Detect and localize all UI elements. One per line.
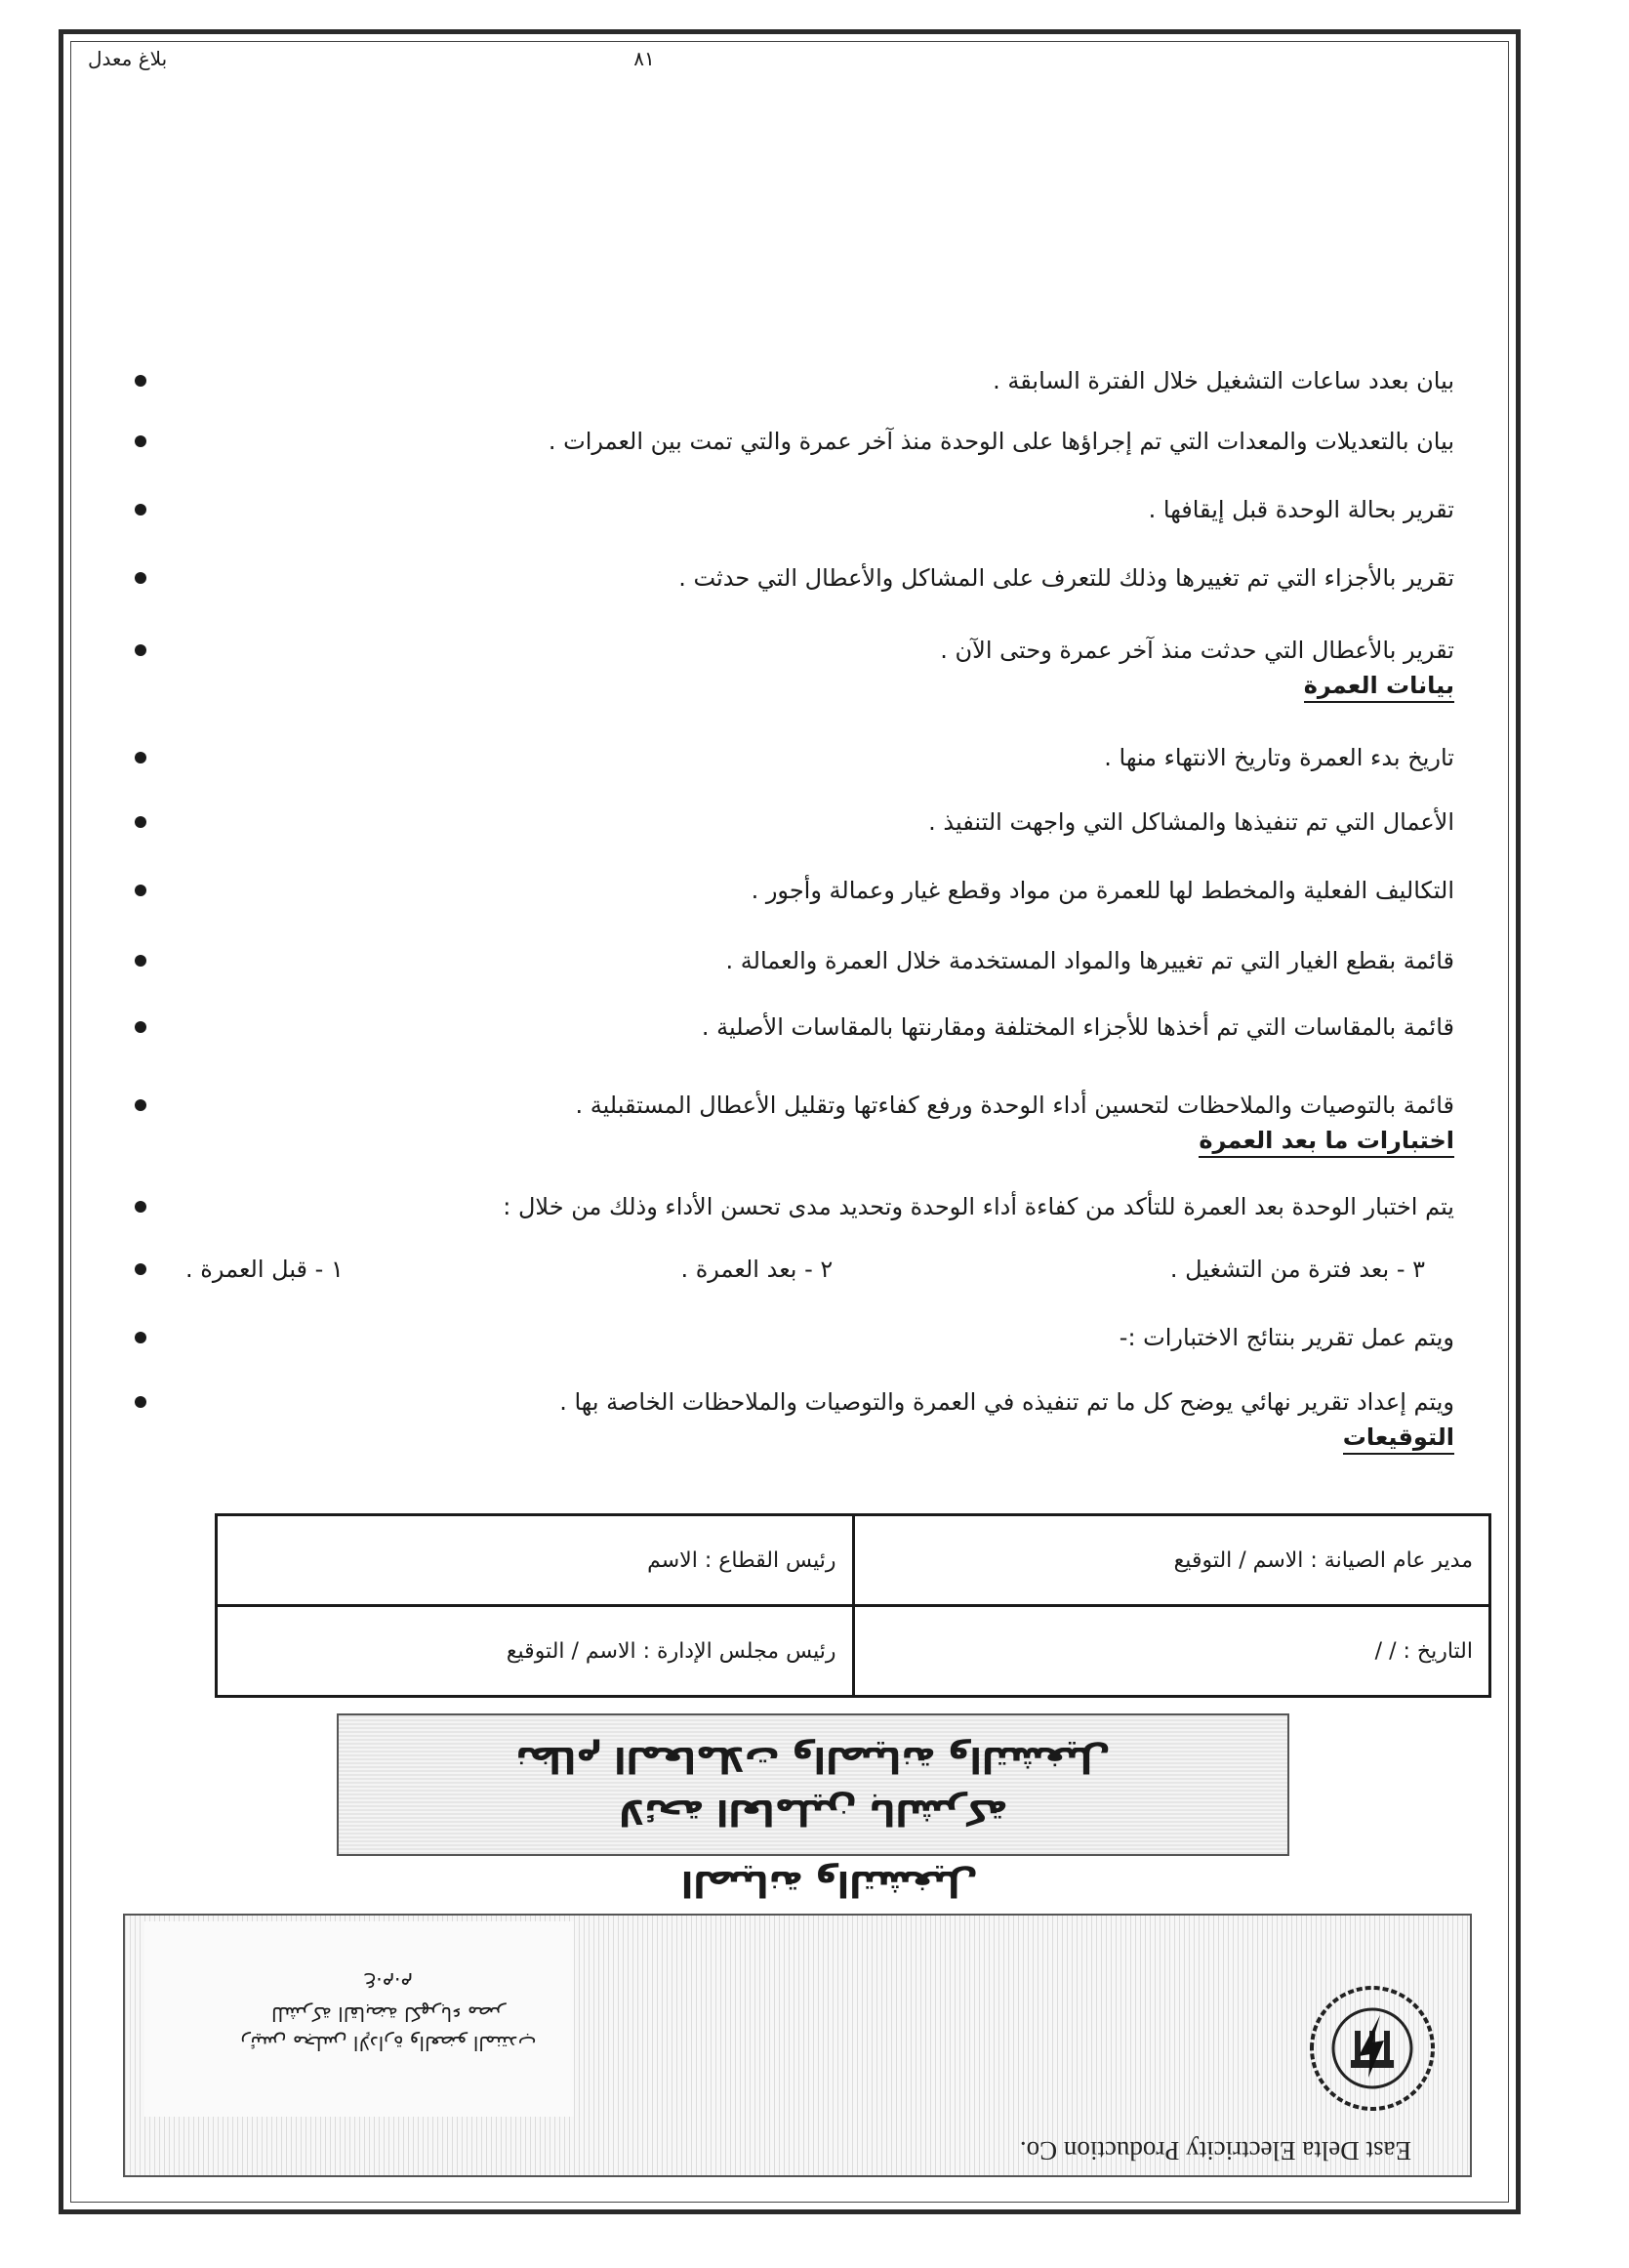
list-item: قائمة بالتوصيات والملاحظات لتحسين أداء الوحدة ورفع كفاءتها وتقليل الأعطال المستقبلية . اختبارات ما بعد العمرة xyxy=(127,1088,1454,1189)
bullet-icon xyxy=(135,644,146,656)
table-cell: التاريخ : / / xyxy=(853,1606,1490,1697)
section-heading: التوقيعات xyxy=(185,1420,1454,1455)
table-cell: رئيس القطاع : الاسم xyxy=(217,1515,854,1606)
bullet-icon xyxy=(135,955,146,967)
regulation-title-box: لائحة العاملين بالشركة نظام المعاملات والصيانة والتشغيل xyxy=(337,1713,1289,1856)
bullet-icon xyxy=(135,1099,146,1111)
bullet-list xyxy=(127,363,1454,1463)
list-item: ويتم إعداد تقرير نهائي يوضح كل ما تم تنفيذه في العمرة والتوصيات والملاحظات الخاصة بها . التوقيعات xyxy=(127,1384,1454,1463)
bullet-icon xyxy=(135,1021,146,1033)
bullet-icon xyxy=(135,1263,146,1275)
bullet-icon xyxy=(135,572,146,584)
list-item: قائمة بقطع الغيار التي تم تغييرها والمواد المستخدمة خلال العمرة والعمالة . xyxy=(127,943,1454,1010)
list-item: التكاليف الفعلية والمخطط لها للعمرة من مواد وقطع غيار وعمالة وأجور . xyxy=(127,873,1454,943)
list-item: بيان بالتعديلات والمعدات التي تم إجراؤها على الوحدة منذ آخر عمرة والتي تمت بين العمرات . xyxy=(127,424,1454,492)
section-title: الصيانة والتشغيل xyxy=(680,1863,979,1903)
section-heading: اختبارات ما بعد العمرة xyxy=(185,1123,1454,1158)
list-item: تقرير بحالة الوحدة قبل إيقافها . xyxy=(127,492,1454,560)
list-item: بيان بعدد ساعات التشغيل خلال الفترة السابقة . xyxy=(127,363,1454,424)
list-item xyxy=(127,1252,1454,1320)
page-number: ٨١ xyxy=(633,47,655,70)
company-name: East Delta Electricity Production Co. xyxy=(1019,2136,1411,2165)
list-item: تاريخ بدء العمرة وتاريخ الانتهاء منها . xyxy=(127,740,1454,804)
bullet-icon xyxy=(135,375,146,387)
bullet-icon xyxy=(135,752,146,763)
test-periods: ٣ - بعد فترة من التشغيل . ٢ - بعد العمرة . ١ - قبل العمرة . xyxy=(185,1256,1425,1283)
table-cell: مدير عام الصيانة : الاسم / التوقيع xyxy=(853,1515,1490,1606)
bullet-icon xyxy=(135,1396,146,1408)
list-item: الأعمال التي تم تنفيذها والمشاكل التي واجهت التنفيذ . xyxy=(127,804,1454,873)
list-item: تقرير بالأجزاء التي تم تغييرها وذلك للتعرف على المشاكل والأعطال التي حدثت . xyxy=(127,560,1454,633)
header-note: بلاغ معدل xyxy=(88,47,168,70)
list-item: قائمة بالمقاسات التي تم أخذها للأجزاء المختلفة ومقارنتها بالمقاسات الأصلية . xyxy=(127,1010,1454,1088)
bullet-icon xyxy=(135,885,146,896)
bullet-icon xyxy=(135,435,146,447)
signature-table xyxy=(215,1513,1491,1698)
list-item: ويتم عمل تقرير بنتائج الاختبارات :- xyxy=(127,1320,1454,1384)
manager-signature: رئيس مجلس الإدارة والعضو المنتدب للشركة القابضة لكهرباء مصر ع.م.م xyxy=(240,1973,537,2055)
list-item: تقرير بالأعطال التي حدثت منذ آخر عمرة وحتى الآن . بيانات العمرة xyxy=(127,633,1454,740)
bullet-icon xyxy=(135,504,146,515)
section-heading: بيانات العمرة xyxy=(185,668,1454,703)
bullet-icon xyxy=(135,1332,146,1343)
footer-stamp-area xyxy=(123,1914,1472,2177)
bullet-icon xyxy=(135,1201,146,1213)
company-logo-icon xyxy=(1304,1980,1441,2117)
bullet-icon xyxy=(135,816,146,828)
list-item: يتم اختبار الوحدة بعد العمرة للتأكد من كفاءة أداء الوحدة وتحديد مدى تحسن الأداء وذلك من خلال : xyxy=(127,1189,1454,1252)
table-cell: رئيس مجلس الإدارة : الاسم / التوقيع xyxy=(217,1606,854,1697)
